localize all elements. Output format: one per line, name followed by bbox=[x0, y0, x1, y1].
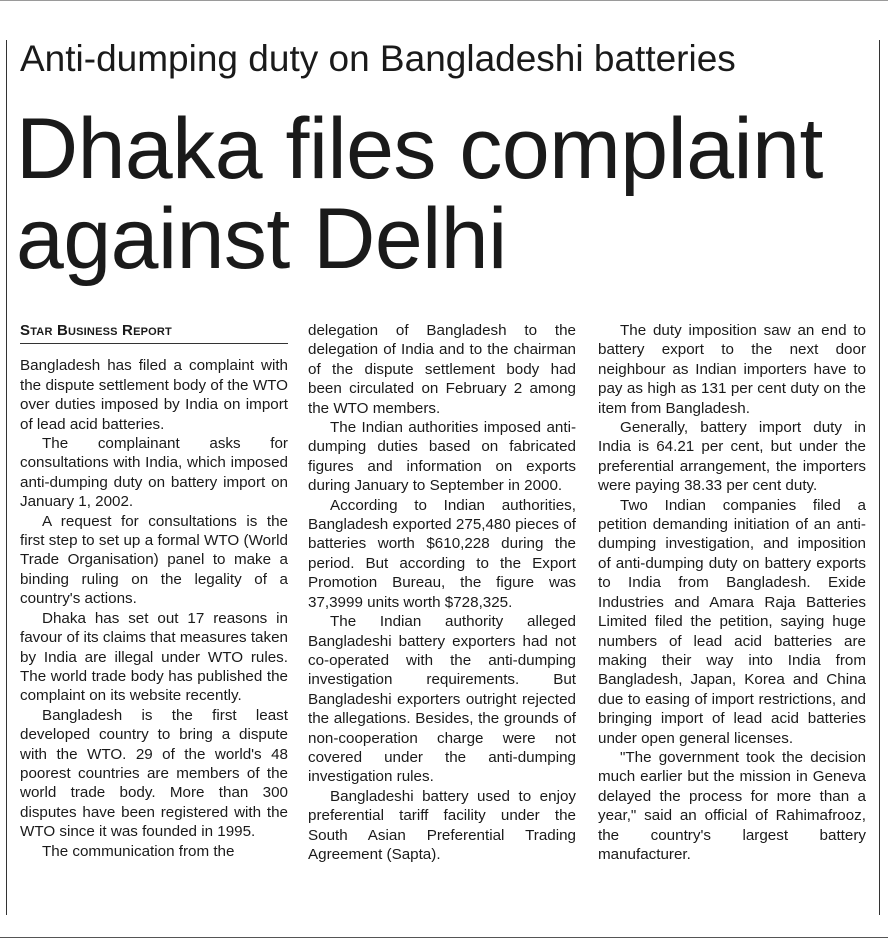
kicker-headline: Anti-dumping duty on Bangladeshi batteries bbox=[20, 38, 736, 79]
paragraph: According to Indian authorities, Bangladesh exported 275,480 pieces of batteries worth $610,228 during the period. But according to the Export Promotion Bureau, the figure was 37,3999 units worth $728,325. bbox=[308, 496, 576, 611]
right-column-rule bbox=[879, 40, 880, 915]
paragraph: The Indian authority alleged Bangladeshi battery exporters had not co-operated with the anti-dumping investigation requirements. But Bangladeshi exporters outright rejected the allegations. Besides, the grounds of non-cooperation charge were not covered under the anti-dumping investigation rules. bbox=[308, 613, 576, 786]
top-rule bbox=[0, 0, 888, 1]
headline-line-1: Dhaka files complaint bbox=[16, 101, 823, 197]
article-column-1 bbox=[20, 321, 288, 861]
paragraph: Dhaka has set out 17 reasons in favour of its claims that measures taken by India are illegal under WTO rules. The world trade body has published the complaint on its website recently. bbox=[20, 609, 288, 705]
paragraph: The duty imposition saw an end to battery export to the next door neighbour as Indian importers have to pay as high as 131 per cent duty on the item from Bangladesh. bbox=[598, 322, 866, 417]
headline-line-2: against Delhi bbox=[16, 191, 507, 287]
main-headline bbox=[16, 101, 876, 287]
byline: Star Business Report bbox=[20, 321, 288, 344]
paragraph: Bangladesh has filed a complaint with the dispute settlement body of the WTO over duties imposed by India on import of lead acid batteries. bbox=[20, 357, 288, 433]
paragraph: delegation of Bangladesh to the delegation of India and to the chairman of the dispute settlement body had been circulated on February 2 among the WTO members. bbox=[308, 322, 576, 417]
paragraph: Generally, battery import duty in India is 64.21 per cent, but under the preferential arrangement, the importers were paying 38.33 per cent duty. bbox=[598, 419, 866, 495]
paragraph: "The government took the decision much earlier but the mission in Geneva delayed the process for more than a year," said an official of Rahimafrooz, the country's largest battery manufacturer. bbox=[598, 748, 866, 863]
paragraph: The complainant asks for consultations with India, which imposed anti-dumping duty on battery import on January 1, 2002. bbox=[20, 435, 288, 511]
bottom-rule bbox=[0, 937, 888, 938]
article-column-2 bbox=[308, 321, 576, 864]
paragraph: Two Indian companies filed a petition demanding initiation of an anti-dumping investigation, and imposition of anti-dumping duty on battery exports to India from Bangladesh. Exide Industries and Amara Raja Batteries Limited filed the petition, saying huge numbers of lead acid batteries are making their way into India from Bangladesh, Japan, Korea and China due to easing of import restrictions, and bringing import of lead acid batteries under open general licenses. bbox=[598, 496, 866, 747]
paragraph: Bangladeshi battery used to enjoy preferential tariff facility under the South Asian Preferential Trading Agreement (Sapta). bbox=[308, 787, 576, 863]
paragraph: Bangladesh is the first least developed country to bring a dispute with the WTO. 29 of the world's 48 poorest countries are members of the world trade body. More than 300 disputes have been registered with the WTO since it was founded in 1995. bbox=[20, 706, 288, 841]
paragraph: The Indian authorities imposed anti-dumping duties based on fabricated figures and information on exports during January to September in 2000. bbox=[308, 419, 576, 495]
paragraph: The communication from the bbox=[42, 842, 235, 860]
article-column-3 bbox=[598, 321, 866, 864]
paragraph: A request for consultations is the first step to set up a formal WTO (World Trade Organisation) panel to make a binding ruling on the legality of a country's actions. bbox=[20, 512, 288, 608]
left-column-rule bbox=[6, 40, 7, 915]
